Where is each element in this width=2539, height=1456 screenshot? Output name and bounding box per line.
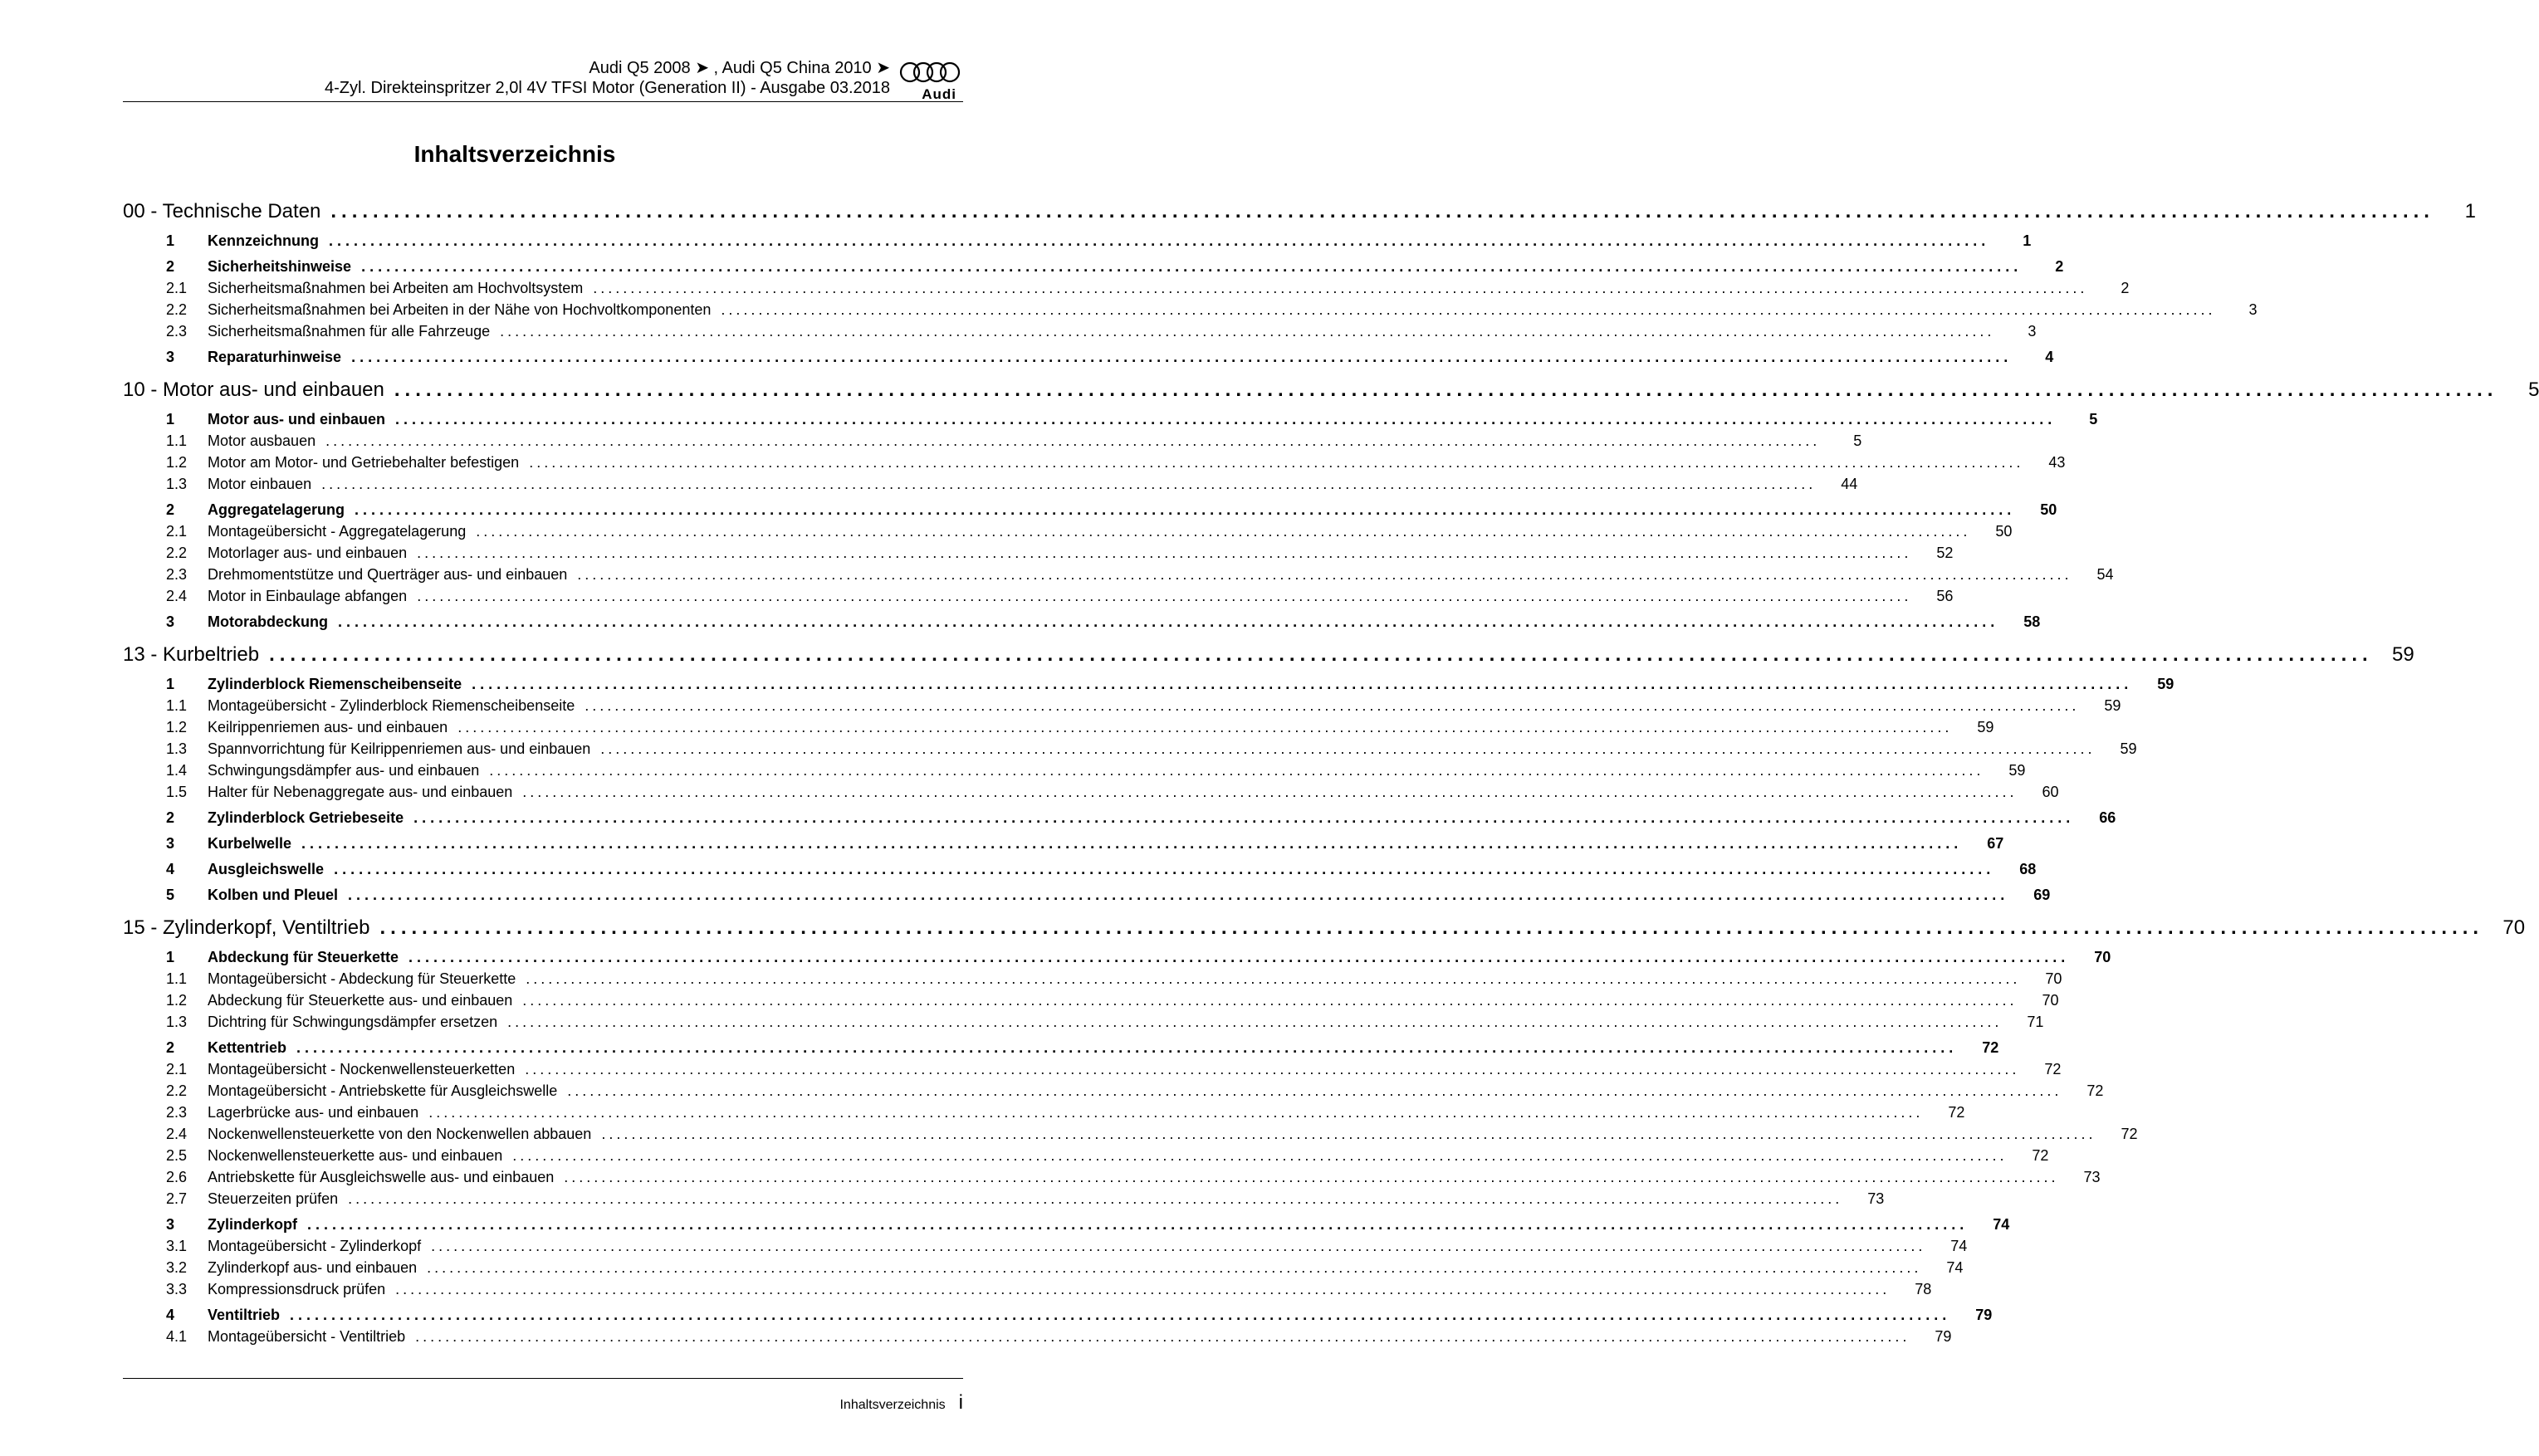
- toc-entry-number: 2: [166, 809, 175, 826]
- toc-section-entry[interactable]: [123, 858, 2037, 880]
- toc-entry-number: 2: [166, 258, 175, 275]
- toc-entry-page: 70: [2094, 949, 2111, 965]
- toc-entry-number: 1.3: [166, 476, 188, 492]
- toc-entry-number: 3: [166, 613, 175, 630]
- toc-dot-leader: ........................................................................................................................................................................................................: [413, 809, 2075, 826]
- toc-section-entry[interactable]: [123, 833, 2004, 854]
- toc-entry-page: 68: [2019, 861, 2037, 877]
- toc-entry-title: Kompressionsdruck prüfen: [208, 1281, 386, 1297]
- toc-entry-number: 3.3: [166, 1281, 188, 1297]
- toc-entry-page: 1: [2023, 232, 2032, 249]
- toc-dot-leader: ........................................................................................................................................................................................................: [476, 523, 1971, 540]
- toc-subsection-entry[interactable]: [123, 585, 1954, 607]
- toc-dot-leader: ........................................................................................................................................................................................................: [394, 379, 2498, 401]
- toc-dot-leader: ........................................................................................................................................................................................................: [601, 1126, 2096, 1142]
- toc-entry-title: Steuerzeiten prüfen: [208, 1190, 339, 1207]
- toc-entry-number: 4.1: [166, 1328, 188, 1345]
- toc-section-entry[interactable]: [123, 499, 2057, 520]
- toc-entry-number: 2.3: [166, 566, 188, 583]
- toc-dot-leader: ........................................................................................................................................................................................................: [457, 719, 1953, 735]
- toc-dot-leader: ........................................................................................................................................................................................................: [338, 613, 1999, 630]
- header-engine-edition: 4-Zyl. Direkteinspritzer 2,0l 4V TFSI Motor (Generation II) - Ausgabe 03.2018: [324, 79, 890, 97]
- toc-subsection-entry[interactable]: [123, 1102, 1965, 1123]
- toc-subsection-entry[interactable]: [123, 277, 2130, 299]
- toc-dot-leader: ........................................................................................................................................................................................................: [395, 1281, 1891, 1297]
- toc-entry-page: 59: [2391, 643, 2414, 666]
- toc-entry-number: 3.1: [166, 1238, 188, 1254]
- toc-entry-title: Zylinderblock Riemenscheibenseite: [208, 676, 462, 692]
- toc-entry-number: 1.2: [166, 454, 188, 471]
- toc-entry-number: 2.1: [166, 523, 188, 540]
- toc-entry-page: 72: [1948, 1104, 1965, 1121]
- toc-subsection-entry[interactable]: [123, 716, 1994, 738]
- toc-entry-title: Zylinderkopf: [208, 1216, 298, 1233]
- toc-entry-number: 2.2: [166, 545, 188, 561]
- toc-dot-leader: ........................................................................................................................................................................................................: [525, 1061, 2020, 1077]
- toc-entry-number: 2.4: [166, 1126, 188, 1142]
- toc-entry-page: 44: [1841, 476, 1858, 492]
- footer-label: Inhaltsverzeichnis: [839, 1398, 946, 1412]
- toc-dot-leader: ........................................................................................................................................................................................................: [593, 280, 2088, 296]
- toc-dot-leader: ........................................................................................................................................................................................................: [427, 1259, 1922, 1276]
- toc-entry-title: Montageübersicht - Zylinderkopf: [208, 1238, 422, 1254]
- toc-subsection-entry[interactable]: [123, 452, 2066, 473]
- toc-entry-page: 5: [1853, 432, 1862, 449]
- toc-section-entry[interactable]: [123, 1037, 1999, 1058]
- toc-entry-page: 52: [1936, 545, 1954, 561]
- toc-entry-title: Reparaturhinweise: [208, 349, 342, 365]
- toc-entry-page: 59: [2120, 740, 2137, 757]
- toc-dot-leader: ........................................................................................................................................................................................................: [325, 432, 1821, 449]
- toc-entry-number: 1.3: [166, 1014, 188, 1030]
- toc-entry-number: 2.4: [166, 588, 188, 604]
- toc-dot-leader: ........................................................................................................................................................................................................: [269, 643, 2373, 666]
- toc-entry-title: Schwingungsdämpfer aus- und einbauen: [208, 762, 480, 779]
- toc-dot-leader: ........................................................................................................................................................................................................: [321, 476, 1817, 492]
- toc-entry-page: 2: [2121, 280, 2130, 296]
- toc-dot-leader: ........................................................................................................................................................................................................: [330, 200, 2434, 222]
- toc-section-entry[interactable]: [123, 673, 2175, 695]
- toc-dot-leader: ........................................................................................................................................................................................................: [721, 301, 2216, 318]
- header-text: [325, 58, 890, 98]
- toc-entry-page: 5: [2528, 379, 2539, 401]
- toc-entry-title: Montageübersicht - Ventiltrieb: [208, 1328, 406, 1345]
- toc-entry-title: Sicherheitsmaßnahmen bei Arbeiten am Hochvoltsystem: [208, 280, 584, 296]
- toc-subsection-entry[interactable]: [123, 1123, 2138, 1145]
- toc-entry-page: 74: [1950, 1238, 1968, 1254]
- toc-section-entry[interactable]: [123, 1214, 2010, 1235]
- toc-subsection-entry[interactable]: [123, 1188, 1885, 1209]
- toc-entry-page: 50: [2040, 501, 2057, 518]
- toc-subsection-entry[interactable]: [123, 473, 1858, 495]
- toc-entry-number: 2.2: [166, 1082, 188, 1099]
- toc-entry-page: 78: [1915, 1281, 1932, 1297]
- footer-divider: [123, 1378, 963, 1379]
- toc-subsection-entry[interactable]: [123, 1080, 2104, 1102]
- toc-entry-number: 1: [166, 676, 175, 692]
- toc-dot-leader: ........................................................................................................................................................................................................: [307, 1216, 1969, 1233]
- toc-section-entry[interactable]: [123, 256, 2064, 277]
- footer-page-number: i: [958, 1391, 963, 1414]
- toc-entry-number: 4: [166, 861, 175, 877]
- toc-entry-title: Montageübersicht - Abdeckung für Steuerkette: [208, 970, 516, 987]
- toc-entry-title: Abdeckung für Steuerkette: [208, 949, 399, 965]
- toc-section-entry[interactable]: [123, 230, 2032, 252]
- toc-entry-page: 70: [2502, 916, 2526, 939]
- toc-dot-leader: ........................................................................................................................................................................................................: [348, 887, 2009, 903]
- toc-entry-page: 73: [1867, 1190, 1885, 1207]
- toc-dot-leader: ........................................................................................................................................................................................................: [564, 1169, 2059, 1185]
- toc-entry-title: Aggregatelagerung: [208, 501, 345, 518]
- toc-entry-title: Motor ausbauen: [208, 432, 316, 449]
- toc-entry-page: 5: [2089, 411, 2098, 428]
- toc-subsection-entry[interactable]: [123, 542, 1954, 564]
- toc-entry-page: 43: [2048, 454, 2066, 471]
- toc-entry-page: 74: [1946, 1259, 1964, 1276]
- toc-subsection-entry[interactable]: [123, 1058, 2062, 1080]
- toc-dot-leader: ........................................................................................................................................................................................................: [472, 676, 2133, 692]
- toc-entry-number: 1.1: [166, 432, 188, 449]
- toc-entry-title: Nockenwellensteuerkette aus- und einbauen: [208, 1147, 503, 1164]
- toc-entry-title: Drehmomentstütze und Querträger aus- und einbauen: [208, 566, 568, 583]
- toc-entry-page: 3: [2028, 323, 2037, 340]
- toc-entry-title: Kettentrieb: [208, 1039, 287, 1056]
- toc-entry-title: Montageübersicht - Aggregatelagerung: [208, 523, 467, 540]
- toc-entry-title: Ventiltrieb: [208, 1307, 281, 1323]
- toc-dot-leader: ........................................................................................................................................................................................................: [600, 740, 2096, 757]
- toc-entry-title: Zylinderkopf aus- und einbauen: [208, 1259, 418, 1276]
- toc-subsection-entry[interactable]: [123, 989, 2059, 1011]
- toc-entry-number: 3: [166, 349, 175, 365]
- toc-entry-number: 1: [166, 949, 175, 965]
- toc-dot-leader: ........................................................................................................................................................................................................: [489, 762, 1984, 779]
- toc-entry-page: 79: [1935, 1328, 1952, 1345]
- toc-entry-title: Montageübersicht - Nockenwellensteuerketten: [208, 1061, 516, 1077]
- toc-entry-number: 2.1: [166, 1061, 188, 1077]
- toc-entry-number: 2.2: [166, 301, 188, 318]
- toc-entry-title: Spannvorrichtung für Keilrippenriemen aus- und einbauen: [208, 740, 591, 757]
- toc-entry-page: 50: [1995, 523, 2013, 540]
- toc-dot-leader: ........................................................................................................................................................................................................: [526, 970, 2021, 987]
- toc-dot-leader: ........................................................................................................................................................................................................: [431, 1238, 1926, 1254]
- toc-entry-page: 59: [1977, 719, 1994, 735]
- toc-entry-page: 58: [2023, 613, 2041, 630]
- toc-section-entry[interactable]: [123, 946, 2111, 968]
- toc-dot-leader: ........................................................................................................................................................................................................: [428, 1104, 1924, 1121]
- toc-entry-page: 59: [2104, 697, 2121, 714]
- toc-entry-number: 1.1: [166, 697, 188, 714]
- toc-entry-title: Keilrippenriemen aus- und einbauen: [208, 719, 448, 735]
- header-vehicle-models: Audi Q5 2008 ➤ , Audi Q5 China 2010 ➤: [589, 59, 890, 77]
- toc-dot-leader: ........................................................................................................................................................................................................: [522, 784, 2018, 800]
- toc-subsection-entry[interactable]: [123, 1257, 1964, 1278]
- toc-entry-title: Motor einbauen: [208, 476, 312, 492]
- toc-subsection-entry[interactable]: [123, 695, 2121, 716]
- toc-subsection-entry[interactable]: [123, 564, 2114, 585]
- toc-entry-page: 72: [1982, 1039, 1999, 1056]
- toc-entry-title: Kennzeichnung: [208, 232, 319, 249]
- toc-dot-leader: ........................................................................................................................................................................................................: [351, 349, 2013, 365]
- toc-chapter-entry[interactable]: [123, 641, 2414, 669]
- toc-entry-page: 72: [2044, 1061, 2062, 1077]
- toc-entry-page: 67: [1987, 835, 2004, 852]
- toc-subsection-entry[interactable]: [123, 299, 2258, 320]
- toc-entry-number: 1.1: [166, 970, 188, 987]
- toc-subsection-entry[interactable]: [123, 781, 2059, 803]
- toc-entry-title: Motorlager aus- und einbauen: [208, 545, 408, 561]
- header-divider: [123, 101, 963, 102]
- toc-subsection-entry[interactable]: [123, 968, 2062, 989]
- toc-dot-leader: ........................................................................................................................................................................................................: [379, 916, 2484, 939]
- toc-entry-number: 2.6: [166, 1169, 188, 1185]
- toc-entry-title: Montageübersicht - Zylinderblock Riemenscheibenseite: [208, 697, 575, 714]
- toc-subsection-entry[interactable]: [123, 760, 2026, 781]
- toc-subsection-entry[interactable]: [123, 1011, 2044, 1033]
- toc-entry-number: 3.2: [166, 1259, 188, 1276]
- toc-subsection-entry[interactable]: [123, 1278, 1932, 1300]
- toc-dot-leader: ........................................................................................................................................................................................................: [507, 1014, 2003, 1030]
- toc-entry-number: 3: [166, 835, 175, 852]
- toc-entry-page: 66: [2099, 809, 2116, 826]
- toc-dot-leader: ........................................................................................................................................................................................................: [348, 1190, 1843, 1207]
- toc-dot-leader: ........................................................................................................................................................................................................: [355, 501, 2016, 518]
- toc-dot-leader: ........................................................................................................................................................................................................: [417, 588, 1912, 604]
- toc-entry-title: 15 - Zylinderkopf, Ventiltrieb: [123, 916, 370, 939]
- toc-entry-title: Motor aus- und einbauen: [208, 411, 385, 428]
- toc-dot-leader: ........................................................................................................................................................................................................: [334, 861, 1995, 877]
- toc-dot-leader: ........................................................................................................................................................................................................: [361, 258, 2023, 275]
- toc-section-entry[interactable]: [123, 1304, 1993, 1326]
- toc-entry-page: 56: [1936, 588, 1954, 604]
- toc-dot-leader: ........................................................................................................................................................................................................: [417, 545, 1912, 561]
- toc-dot-leader: ........................................................................................................................................................................................................: [415, 1328, 1910, 1345]
- toc-chapter-entry[interactable]: [123, 914, 2526, 942]
- toc-entry-number: 1.4: [166, 762, 188, 779]
- toc-section-entry[interactable]: [123, 408, 2098, 430]
- toc-entry-page: 72: [2086, 1082, 2104, 1099]
- toc-entry-title: Lagerbrücke aus- und einbauen: [208, 1104, 419, 1121]
- toc-entry-title: Zylinderblock Getriebeseite: [208, 809, 404, 826]
- toc-entry-number: 1.5: [166, 784, 188, 800]
- toc-dot-leader: ........................................................................................................................................................................................................: [577, 566, 2072, 583]
- toc-entry-page: 59: [2008, 762, 2026, 779]
- toc-entry-page: 71: [2027, 1014, 2044, 1030]
- toc-subsection-entry[interactable]: [123, 1145, 2049, 1166]
- toc-entry-page: 3: [2248, 301, 2258, 318]
- toc-entry-title: Kolben und Pleuel: [208, 887, 339, 903]
- toc-dot-leader: ........................................................................................................................................................................................................: [522, 992, 2018, 1009]
- audi-logo: [898, 61, 963, 102]
- toc-dot-leader: ........................................................................................................................................................................................................: [395, 411, 2057, 428]
- toc-entry-number: 5: [166, 887, 175, 903]
- toc-dot-leader: ........................................................................................................................................................................................................: [567, 1082, 2062, 1099]
- toc-entry-number: 2.7: [166, 1190, 188, 1207]
- toc-entry-page: 73: [2083, 1169, 2101, 1185]
- toc-entry-title: 00 - Technische Daten: [123, 200, 321, 222]
- toc-entry-number: 1.3: [166, 740, 188, 757]
- toc-subsection-entry[interactable]: [123, 1166, 2101, 1188]
- toc-entry-page: 79: [1975, 1307, 1993, 1323]
- toc-entry-title: Dichtring für Schwingungsdämpfer ersetzen: [208, 1014, 498, 1030]
- toc-dot-leader: ........................................................................................................................................................................................................: [529, 454, 2024, 471]
- toc-entry-page: 60: [2042, 784, 2059, 800]
- table-of-contents: [123, 198, 2539, 1347]
- toc-subsection-entry[interactable]: [123, 1326, 1952, 1347]
- toc-dot-leader: ........................................................................................................................................................................................................: [296, 1039, 1958, 1056]
- toc-entry-number: 2.3: [166, 323, 188, 340]
- toc-entry-page: 74: [1993, 1216, 2010, 1233]
- audi-logo-text: Audi: [922, 86, 956, 102]
- toc-entry-number: 2.5: [166, 1147, 188, 1164]
- toc-entry-page: 70: [2042, 992, 2059, 1009]
- toc-entry-page: 72: [2032, 1147, 2049, 1164]
- toc-section-entry[interactable]: [123, 807, 2116, 828]
- toc-entry-title: Ausgleichswelle: [208, 861, 325, 877]
- toc-entry-number: 4: [166, 1307, 175, 1323]
- toc-dot-leader: ........................................................................................................................................................................................................: [301, 835, 1963, 852]
- toc-entry-page: 1: [2464, 200, 2476, 222]
- toc-section-entry[interactable]: [123, 884, 2051, 906]
- toc-entry-number: 3: [166, 1216, 175, 1233]
- toc-entry-title: 13 - Kurbeltrieb: [123, 643, 260, 666]
- toc-entry-page: 2: [2055, 258, 2064, 275]
- toc-entry-page: 72: [2121, 1126, 2138, 1142]
- toc-entry-title: Sicherheitsmaßnahmen bei Arbeiten in der Nähe von Hochvoltkomponenten: [208, 301, 712, 318]
- toc-entry-title: Motor am Motor- und Getriebehalter befestigen: [208, 454, 520, 471]
- toc-entry-title: Antriebskette für Ausgleichswelle aus- und einbauen: [208, 1169, 555, 1185]
- toc-entry-page: 54: [2096, 566, 2114, 583]
- toc-entry-title: Abdeckung für Steuerkette aus- und einbauen: [208, 992, 513, 1009]
- audi-rings-icon: [898, 61, 963, 85]
- toc-entry-page: 4: [2045, 349, 2054, 365]
- toc-entry-number: 2.1: [166, 280, 188, 296]
- toc-entry-number: 1: [166, 232, 175, 249]
- toc-subsection-entry[interactable]: [123, 320, 2037, 342]
- toc-dot-leader: ........................................................................................................................................................................................................: [500, 323, 1995, 340]
- toc-entry-title: Nockenwellensteuerkette von den Nockenwellen abbauen: [208, 1126, 592, 1142]
- toc-entry-title: Sicherheitsmaßnahmen für alle Fahrzeuge: [208, 323, 491, 340]
- toc-entry-number: 1.2: [166, 719, 188, 735]
- toc-entry-title: Montageübersicht - Antriebskette für Ausgleichswelle: [208, 1082, 558, 1099]
- toc-subsection-entry[interactable]: [123, 738, 2137, 760]
- toc-chapter-entry[interactable]: [123, 376, 2539, 404]
- toc-entry-title: Halter für Nebenaggregate aus- und einbauen: [208, 784, 513, 800]
- toc-chapter-entry[interactable]: [123, 198, 2476, 226]
- toc-dot-leader: ........................................................................................................................................................................................................: [585, 697, 2080, 714]
- toc-entry-number: 1.2: [166, 992, 188, 1009]
- toc-entry-title: 10 - Motor aus- und einbauen: [123, 379, 384, 401]
- toc-subsection-entry[interactable]: [123, 430, 1862, 452]
- toc-entry-title: Motor in Einbaulage abfangen: [208, 588, 408, 604]
- toc-entry-title: Kurbelwelle: [208, 835, 292, 852]
- page-header: [123, 58, 963, 101]
- toc-dot-leader: ........................................................................................................................................................................................................: [290, 1307, 1951, 1323]
- toc-section-entry[interactable]: [123, 611, 2041, 633]
- page-title: Inhaltsverzeichnis: [413, 141, 616, 167]
- toc-entry-page: 70: [2045, 970, 2062, 987]
- toc-entry-page: 59: [2157, 676, 2175, 692]
- toc-entry-page: 69: [2033, 887, 2051, 903]
- toc-dot-leader: ........................................................................................................................................................................................................: [329, 232, 1990, 249]
- toc-subsection-entry[interactable]: [123, 1235, 1968, 1257]
- toc-subsection-entry[interactable]: [123, 520, 2013, 542]
- toc-entry-number: 2: [166, 501, 175, 518]
- toc-section-entry[interactable]: [123, 346, 2054, 368]
- toc-dot-leader: ........................................................................................................................................................................................................: [408, 949, 2070, 965]
- toc-entry-title: Motorabdeckung: [208, 613, 329, 630]
- toc-entry-number: 1: [166, 411, 175, 428]
- toc-entry-title: Sicherheitshinweise: [208, 258, 352, 275]
- toc-entry-number: 2: [166, 1039, 175, 1056]
- page-footer: [839, 1391, 963, 1414]
- toc-entry-number: 2.3: [166, 1104, 188, 1121]
- toc-dot-leader: ........................................................................................................................................................................................................: [512, 1147, 2008, 1164]
